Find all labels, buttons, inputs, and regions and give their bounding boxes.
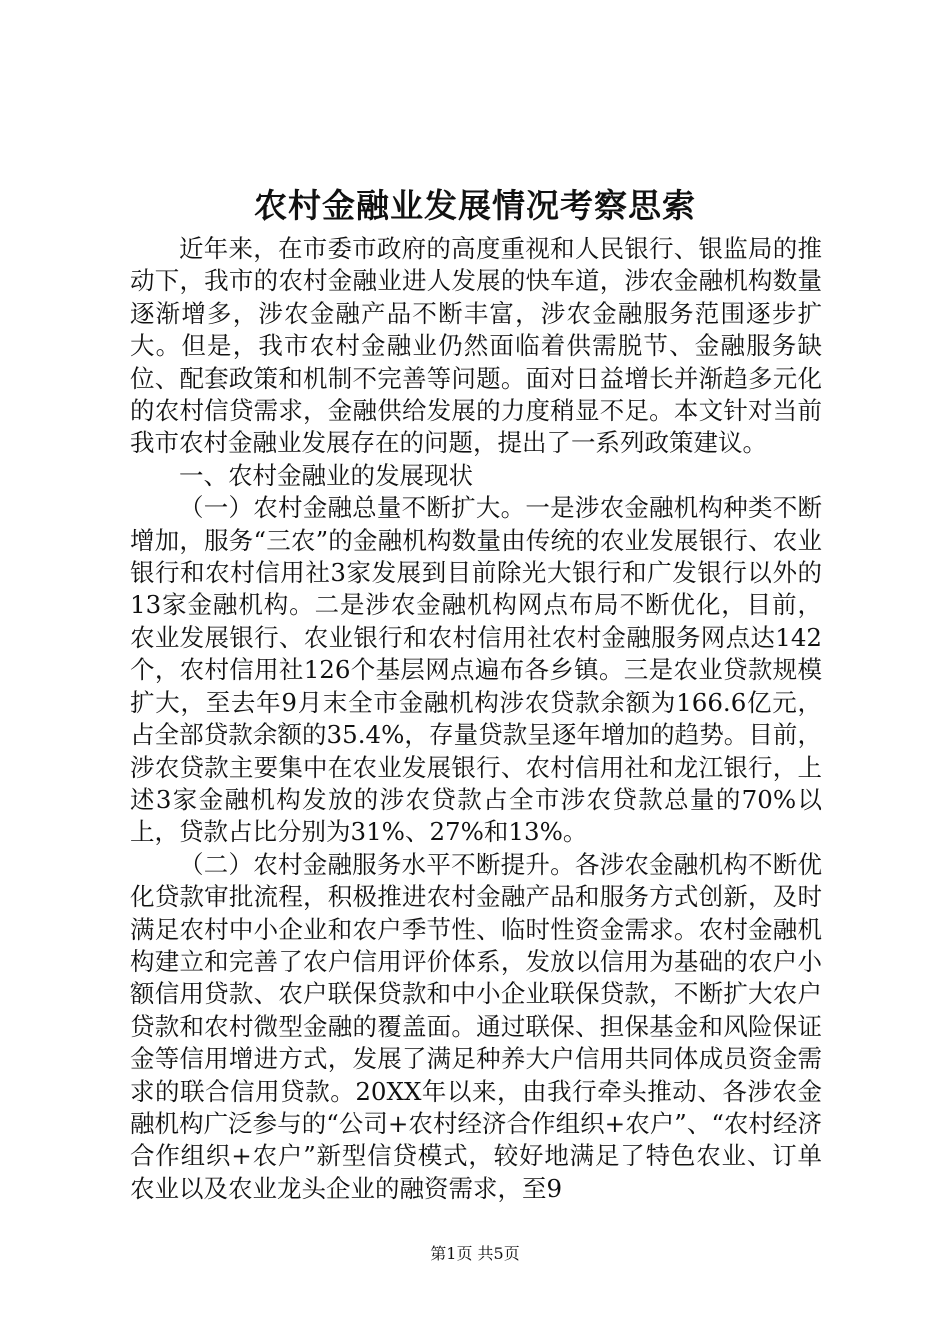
- section-heading: 一、农村金融业的发展现状: [179, 460, 473, 490]
- page-number: 第1页 共5页: [430, 1244, 520, 1263]
- paragraph-section-2: （二）农村金融服务水平不断提升。各涉农金融机构不断优化贷款审批流程，积极推进农村金融产品和服务方式创新，及时满足农村中小企业和农户季节性、临时性资金需求。农村金融机构建立和完善了农户信用评价体系，发放以信用为基础的农户小额信用贷款、农户联保贷款和中小企业联保贷款，不断扩大农户贷款和农村微型金融的覆盖面。通过联保、担保基金和风险保证金等信用增进方式，发展了满足种养大户信用共同体成员资金需求的联合信用贷款。20XX年以来，由我行牵头推动、各涉农金融机构广泛参与的“公司+农村经济合作组织+农户”、“农村经济合作组织+农户”新型信贷模式，较好地满足了特色农业、订单农业以及农业龙头企业的融资需求，至9: [130, 849, 822, 1203]
- paragraph-section-1: （一）农村金融总量不断扩大。一是涉农金融机构种类不断增加，服务“三农”的金融机构数量由传统的农业发展银行、农业银行和农村信用社3家发展到目前除光大银行和广发银行以外的13家金融机构。二是涉农金融机构网点布局不断优化，目前，农业发展银行、农业银行和农村信用社农村金融服务网点达142个，农村信用社126个基层网点遍布各乡镇。三是农业贷款规模扩大，至去年9月末全市金融机构涉农贷款余额为166.6亿元，占全部贷款余额的35.4%，存量贷款呈逐年增加的趋势。目前，涉农贷款主要集中在农业发展银行、农村信用社和龙江银行，上述3家金融机构发放的涉农贷款占全市涉农贷款总量的70%以上，贷款占比分别为31%、27%和13%。: [130, 493, 822, 847]
- document-body: [130, 233, 822, 1205]
- paragraph-intro: 近年来，在市委市政府的高度重视和人民银行、银监局的推动下，我市的农村金融业进人发展的快车道，涉农金融机构数量逐渐增多，涉农金融产品不断丰富，涉农金融服务范围逐步扩大。但是，我市农村金融业仍然面临着供需脱节、金融服务缺位、配套政策和机制不完善等问题。面对日益增长并渐趋多元化的农村信贷需求，金融供给发展的力度稍显不足。本文针对当前我市农村金融业发展存在的问题，提出了一系列政策建议。: [130, 234, 822, 458]
- document-title: 农村金融业发展情况考察思索: [254, 186, 696, 225]
